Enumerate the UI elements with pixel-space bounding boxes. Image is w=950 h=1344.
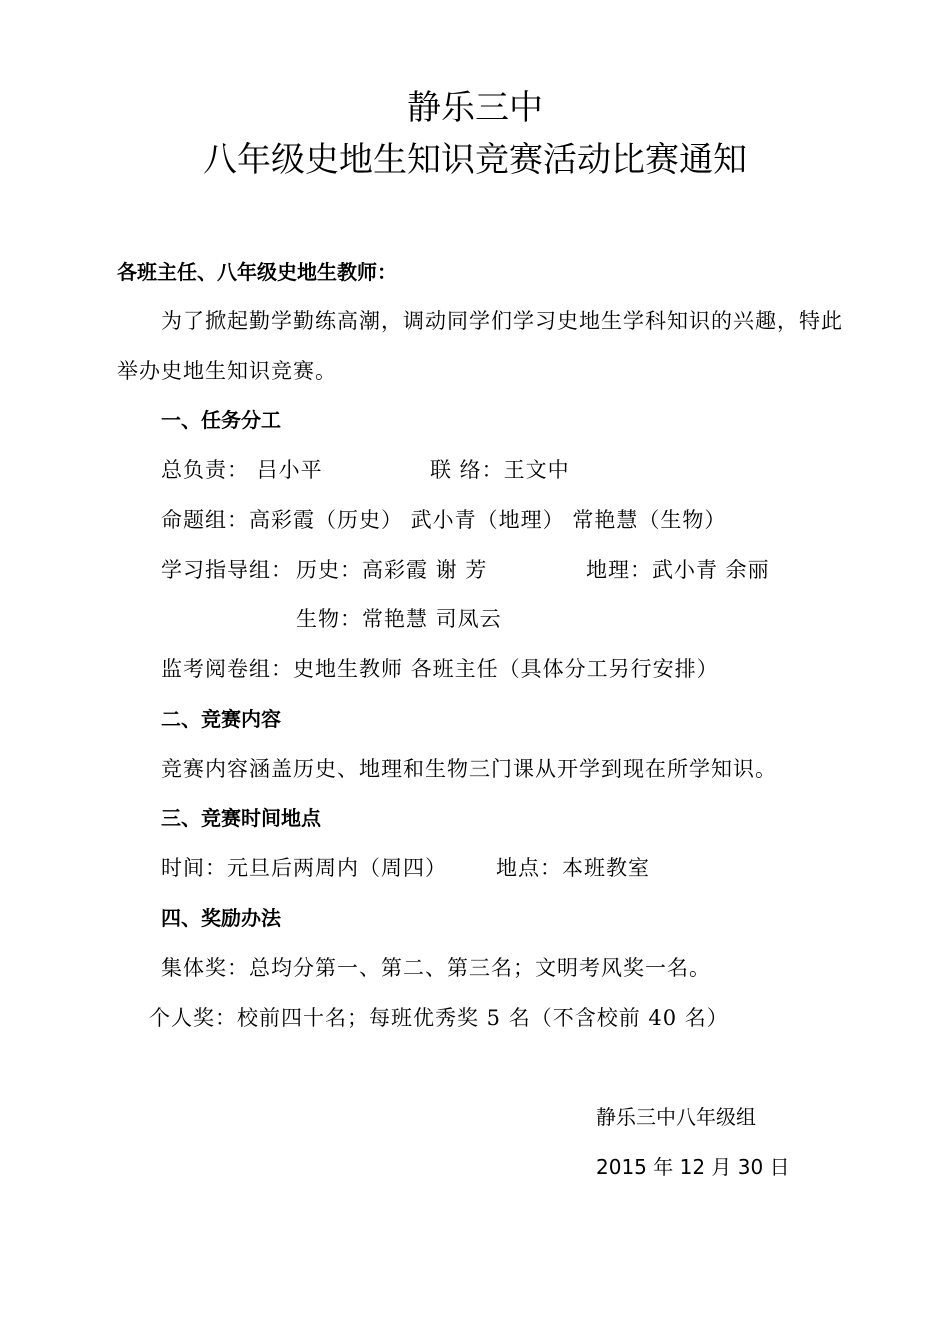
guide-group-label: 学习指导组：: [161, 558, 293, 582]
time-line: 时间：元旦后两周内（周四）: [161, 856, 447, 880]
section2-heading: 二、竞赛内容: [161, 707, 281, 731]
section1-heading: 一、任务分工: [161, 408, 281, 432]
leader-line: 总负责： 吕小平: [161, 458, 323, 482]
signature-org: 静乐三中八年级组: [596, 1105, 756, 1129]
intro-line-2: 举办史地生知识竞赛。: [117, 359, 337, 383]
collective-award-line: 集体奖：总均分第一、第二、第三名；文明考风奖一名。: [161, 956, 711, 980]
guide-geography: 地理：武小青 余丽: [586, 558, 770, 582]
guide-history: 历史：高彩霞 谢 芳: [296, 558, 488, 582]
section2-text: 竞赛内容涵盖历史、地理和生物三门课从开学到现在所学知识。: [161, 757, 777, 781]
individual-award-line: 个人奖：校前四十名；每班优秀奖 5 名（不含校前 40 名）: [149, 1006, 729, 1030]
intro-line-1: 为了掀起勤学勤练高潮，调动同学们学习史地生学科知识的兴趣，特此: [161, 309, 843, 333]
section4-heading: 四、奖励办法: [161, 906, 281, 930]
question-group-line: 命题组：高彩霞（历史） 武小青（地理） 常艳慧（生物）: [161, 508, 727, 532]
title-school: 静乐三中: [407, 88, 543, 128]
section3-heading: 三、竞赛时间地点: [161, 806, 321, 830]
place-line: 地点：本班教室: [496, 856, 650, 880]
proctor-group-line: 监考阅卷组：史地生教师 各班主任（具体分工另行安排）: [161, 657, 719, 681]
title-notice: 八年级史地生知识竞赛活动比赛通知: [203, 140, 747, 180]
guide-biology: 生物：常艳慧 司凤云: [296, 607, 502, 631]
contact-line: 联 络：王文中: [430, 458, 570, 482]
signature-date: 2015 年 12 月 30 日: [596, 1155, 790, 1179]
salutation: 各班主任、八年级史地生教师：: [117, 260, 397, 284]
